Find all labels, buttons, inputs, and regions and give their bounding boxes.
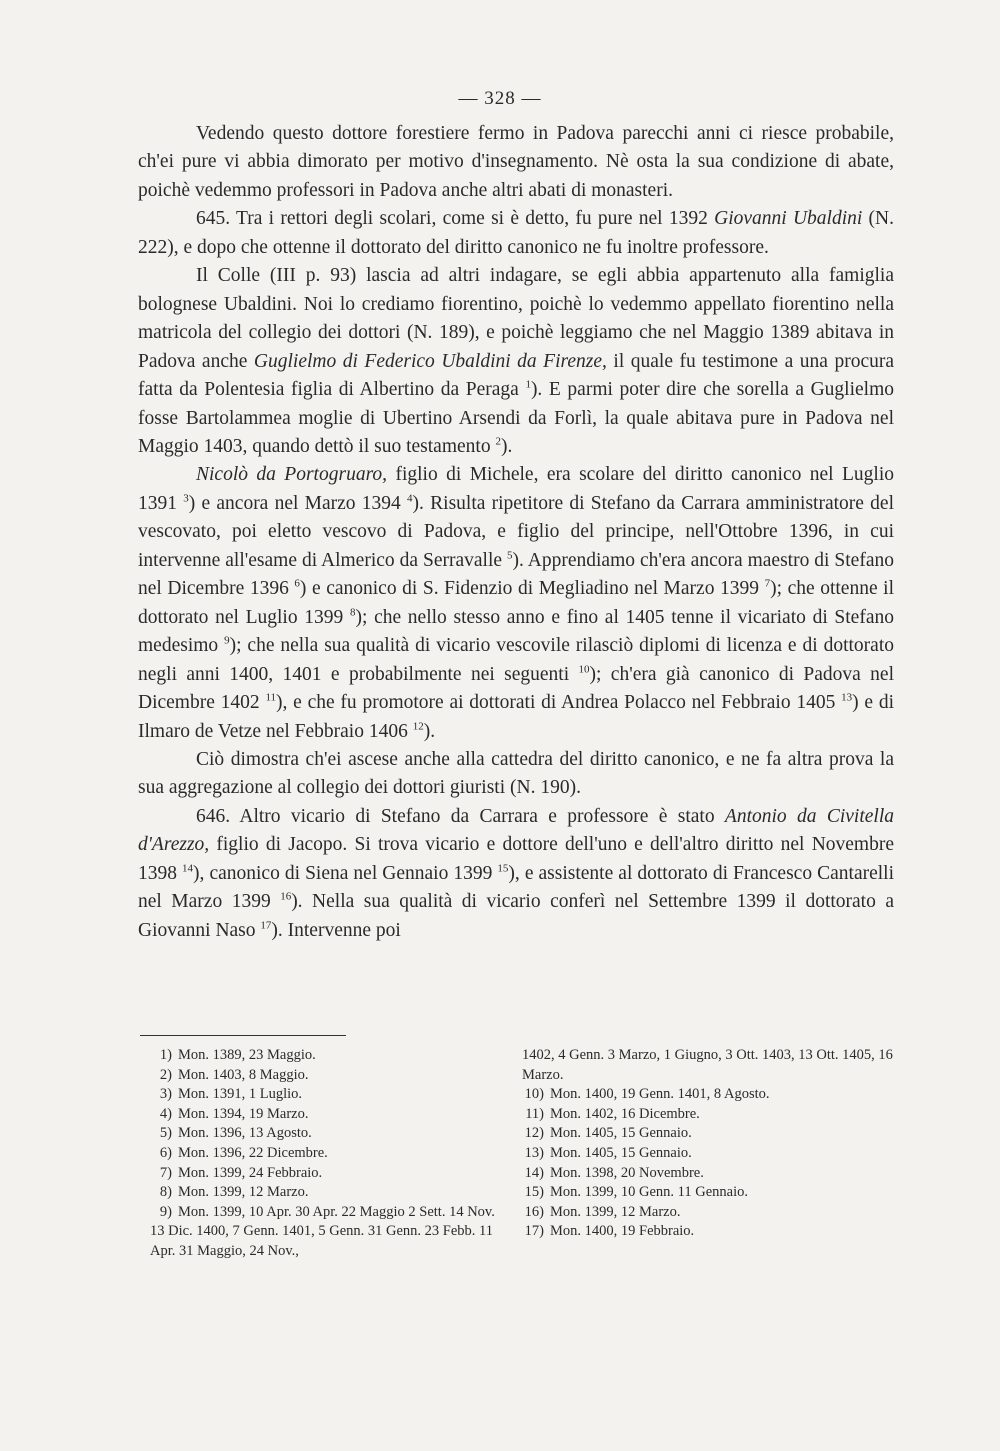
footnote-number: 15) <box>524 1184 544 1201</box>
footnote-ref: 12 <box>412 720 424 733</box>
footnote <box>150 1164 502 1184</box>
text-run: ). Apprendiamo ch'era ancora maestro di Stefano nel Dicembre 1396 <box>138 549 894 600</box>
text-run: 645. Tra i rettori degli scolari, come si è detto, fu pure nel 1392 <box>196 208 715 230</box>
text-run: ). Nella sua qualità di vicario conferì nel Settembre 1399 il dottorato a Giovanni Naso <box>138 891 894 941</box>
text-run: ), canonico di Siena nel Gennaio 1399 <box>193 862 498 884</box>
footnote-ref: 6 <box>294 577 300 590</box>
footnote <box>522 1183 894 1203</box>
text-run: ) e di Ilmaro de Vetze nel Febbraio 1406 <box>138 692 894 742</box>
footnote <box>150 1085 502 1105</box>
footnote-ref: 3 <box>183 492 189 505</box>
paragraph <box>138 120 894 205</box>
footnote-text: Mon. 1399, 10 Genn. 11 Gennaio. <box>550 1184 749 1201</box>
footnote <box>522 1085 894 1105</box>
italic-text: Giovanni Ubaldini <box>714 208 863 230</box>
footnotes-left-column <box>150 1046 502 1262</box>
paragraph <box>138 205 894 262</box>
text-run: ). <box>500 435 513 457</box>
footnote-number: 10) <box>524 1086 544 1103</box>
footnote-text: Mon. 1400, 19 Genn. 1401, 8 Agosto. <box>550 1086 770 1103</box>
text-run: figlio di Jacopo. Si trova vicario e dottore dell'uno e dell'altro diritto nel Novembre 1398 <box>138 834 894 884</box>
text-run: ), e assistente al dottorato di Francesco Cantarelli nel Marzo 1399 <box>138 862 895 913</box>
text-run: ). Intervenne poi <box>271 919 401 941</box>
paragraph <box>138 803 894 945</box>
footnote-text: Mon. 1399, 12 Marzo. <box>550 1203 681 1220</box>
footnote-number: 8) <box>159 1184 172 1201</box>
text-run: il quale fu testimone a una procura fatta da Polentesia figlia di Albertino da Peraga <box>138 350 894 401</box>
footnote-number: 3) <box>159 1086 172 1103</box>
footnote-ref: 11 <box>265 691 277 704</box>
footnote <box>150 1066 502 1086</box>
footnote-text: Mon. 1405, 15 Gennaio. <box>550 1144 692 1161</box>
footnote-text: Mon. 1399, 24 Febbraio. <box>178 1164 323 1181</box>
footnote-ref: 13 <box>841 691 853 704</box>
footnote <box>150 1046 502 1066</box>
footnote-text: Mon. 1396, 22 Dicembre. <box>178 1144 328 1161</box>
footnote-ref: 1 <box>525 378 531 391</box>
footnote-number: 14) <box>524 1164 544 1181</box>
footnote-number: 16) <box>524 1203 544 1220</box>
footnote-number: 17) <box>524 1223 544 1240</box>
footnote-text: 1402, 4 Genn. 3 Marzo, 1 Giugno, 3 Ott. 1403, 13 Ott. 1405, 16 Marzo. <box>522 1047 893 1083</box>
footnote-ref: 5 <box>507 549 513 562</box>
footnote-text: Mon. 1391, 1 Luglio. <box>178 1086 303 1103</box>
text-run: ); ch'era già canonico di Padova nel Dicembre 1402 <box>138 663 894 714</box>
footnote <box>522 1203 894 1223</box>
footnote <box>522 1222 894 1242</box>
footnote-text: Mon. 1400, 19 Febbraio. <box>550 1223 695 1240</box>
footnote <box>150 1105 502 1125</box>
text-run: ), e che fu promotore ai dottorati di Andrea Polacco nel Febbraio 1405 <box>276 692 842 714</box>
footnote-text: Mon. 1394, 19 Marzo. <box>178 1105 309 1122</box>
footnote-text: Mon. 1399, 10 Apr. 30 Apr. 22 Maggio 2 Sett. 14 Nov. 13 Dic. 1400, 7 Genn. 1401, 5 Genn. 31 Genn. 23 Febb. 11 Apr. 31 Maggio, 24 Nov., <box>150 1203 495 1259</box>
footnote <box>150 1124 502 1144</box>
footnote-number: 12) <box>524 1125 544 1142</box>
footnote-number: 13) <box>524 1144 544 1161</box>
footnote-ref: 4 <box>407 492 413 505</box>
footnote <box>522 1046 894 1085</box>
footnote <box>522 1164 894 1184</box>
footnote-number: 2) <box>159 1066 172 1083</box>
text-run: ). <box>423 720 436 742</box>
body-text <box>138 120 894 945</box>
text-run: 646. Altro vicario di Stefano da Carrara e professore è stato <box>196 805 725 827</box>
footnote-number: 1) <box>159 1047 172 1063</box>
footnote <box>522 1144 894 1164</box>
footnote-text: Mon. 1402, 16 Dicembre. <box>550 1105 700 1122</box>
text-run: Ciò dimostra ch'ei ascese anche alla cattedra del diritto canonico, e ne fa altra prova la sua aggregazione al collegio dei dottori giuristi (N. 190). <box>138 748 894 799</box>
footnote <box>150 1183 502 1203</box>
footnote <box>522 1124 894 1144</box>
footnotes-right-column <box>522 1046 894 1242</box>
footnote-ref: 16 <box>280 890 292 903</box>
text-run: ). E parmi poter dire che sorella a Guglielmo fosse Bartolammea moglie di Ubertino Arsendi da Forlì, la quale abitava pure in Padova nel Maggio 1403, quando dettò il suo testamento <box>138 379 894 457</box>
footnote-number: 4) <box>159 1105 172 1122</box>
footnote-number: 5) <box>159 1125 172 1142</box>
text-run: Il Colle (III p. 93) lascia ad altri indagare, se egli abbia appartenuto alla famiglia bolognese Ubaldini. Noi lo crediamo fiorentino, poichè lo vedemmo appellato fiorentino nella matricola del collegio dei dottori (N. 189), e poichè leggiamo che nel Maggio 1389 abitava in Padova anche <box>138 265 894 372</box>
text-run: ); che ottenne il dottorato nel Luglio 1399 <box>138 578 894 628</box>
text-run: ) e ancora nel Marzo 1394 <box>188 492 408 514</box>
footnote <box>150 1144 502 1164</box>
footnote-number: 11) <box>525 1105 544 1122</box>
footnote-ref: 14 <box>182 862 194 875</box>
footnote-ref: 2 <box>495 435 501 448</box>
italic-text: Nicolò da Portogruaro, <box>196 464 388 486</box>
footnote-text: Mon. 1396, 13 Agosto. <box>178 1125 312 1142</box>
footnote <box>150 1203 502 1262</box>
text-run: ). Risulta ripetitore di Stefano da Carrara amministratore del vescovato, poi eletto vescovo di Padova, e figlio del principe, nell'Ottobre 1396, in cui intervenne all'esame di Almerico da Serravalle <box>138 492 895 571</box>
text-run: ); che nello stesso anno e fino al 1405 tenne il vicariato di Stefano medesimo <box>138 606 894 657</box>
footnote-number: 6) <box>159 1144 172 1161</box>
text-run: figlio di Michele, era scolare del diritto canonico nel Luglio 1391 <box>138 464 894 514</box>
footnote-number: 7) <box>159 1164 172 1181</box>
footnote-text: Mon. 1398, 20 Novembre. <box>550 1164 704 1181</box>
italic-text: Antonio da Civitella d'Arezzo, <box>138 805 894 856</box>
footnote-number: 9) <box>159 1203 172 1220</box>
paragraph <box>138 262 894 461</box>
footnote <box>522 1105 894 1125</box>
footnote-ref: 7 <box>764 577 771 590</box>
footnote-ref: 15 <box>497 862 509 875</box>
footnote-text: Mon. 1389, 23 Maggio. <box>178 1047 316 1063</box>
footnote-text: Mon. 1403, 8 Maggio. <box>178 1066 309 1083</box>
footnote-ref: 10 <box>578 663 590 676</box>
paragraph <box>138 461 894 746</box>
footnote-ref: 9 <box>224 634 230 647</box>
italic-text: Guglielmo di Federico Ubaldini da Firenze, <box>253 350 607 372</box>
text-run: (N. 222), e dopo che ottenne il dottorato del diritto canonico ne fu inoltre professore. <box>138 208 894 258</box>
page-number: — 328 — <box>458 88 542 109</box>
footnote-text: Mon. 1405, 15 Gennaio. <box>550 1125 692 1142</box>
paragraph <box>138 746 894 803</box>
text-run: ) e canonico di S. Fidenzio di Megliadino nel Marzo 1399 <box>299 578 765 600</box>
footnote-text: Mon. 1399, 12 Marzo. <box>178 1184 309 1201</box>
footnote-rule <box>140 1035 346 1036</box>
footnote-ref: 17 <box>260 919 272 932</box>
footnote-ref: 8 <box>349 606 356 619</box>
text-run: Vedendo questo dottore forestiere fermo in Padova parecchi anni ci riesce probabile, ch'ei pure vi abbia dimorato per motivo d'insegnamento. Nè osta la sua condizione di abate, poichè vedemmo professori in Padova anche altri abati di monasteri. <box>138 123 894 201</box>
text-run: ); che nella sua qualità di vicario vescovile rilasciò diplomi di licenza e di dottorato negli anni 1400, 1401 e probabilmente nei seguenti <box>138 635 894 685</box>
